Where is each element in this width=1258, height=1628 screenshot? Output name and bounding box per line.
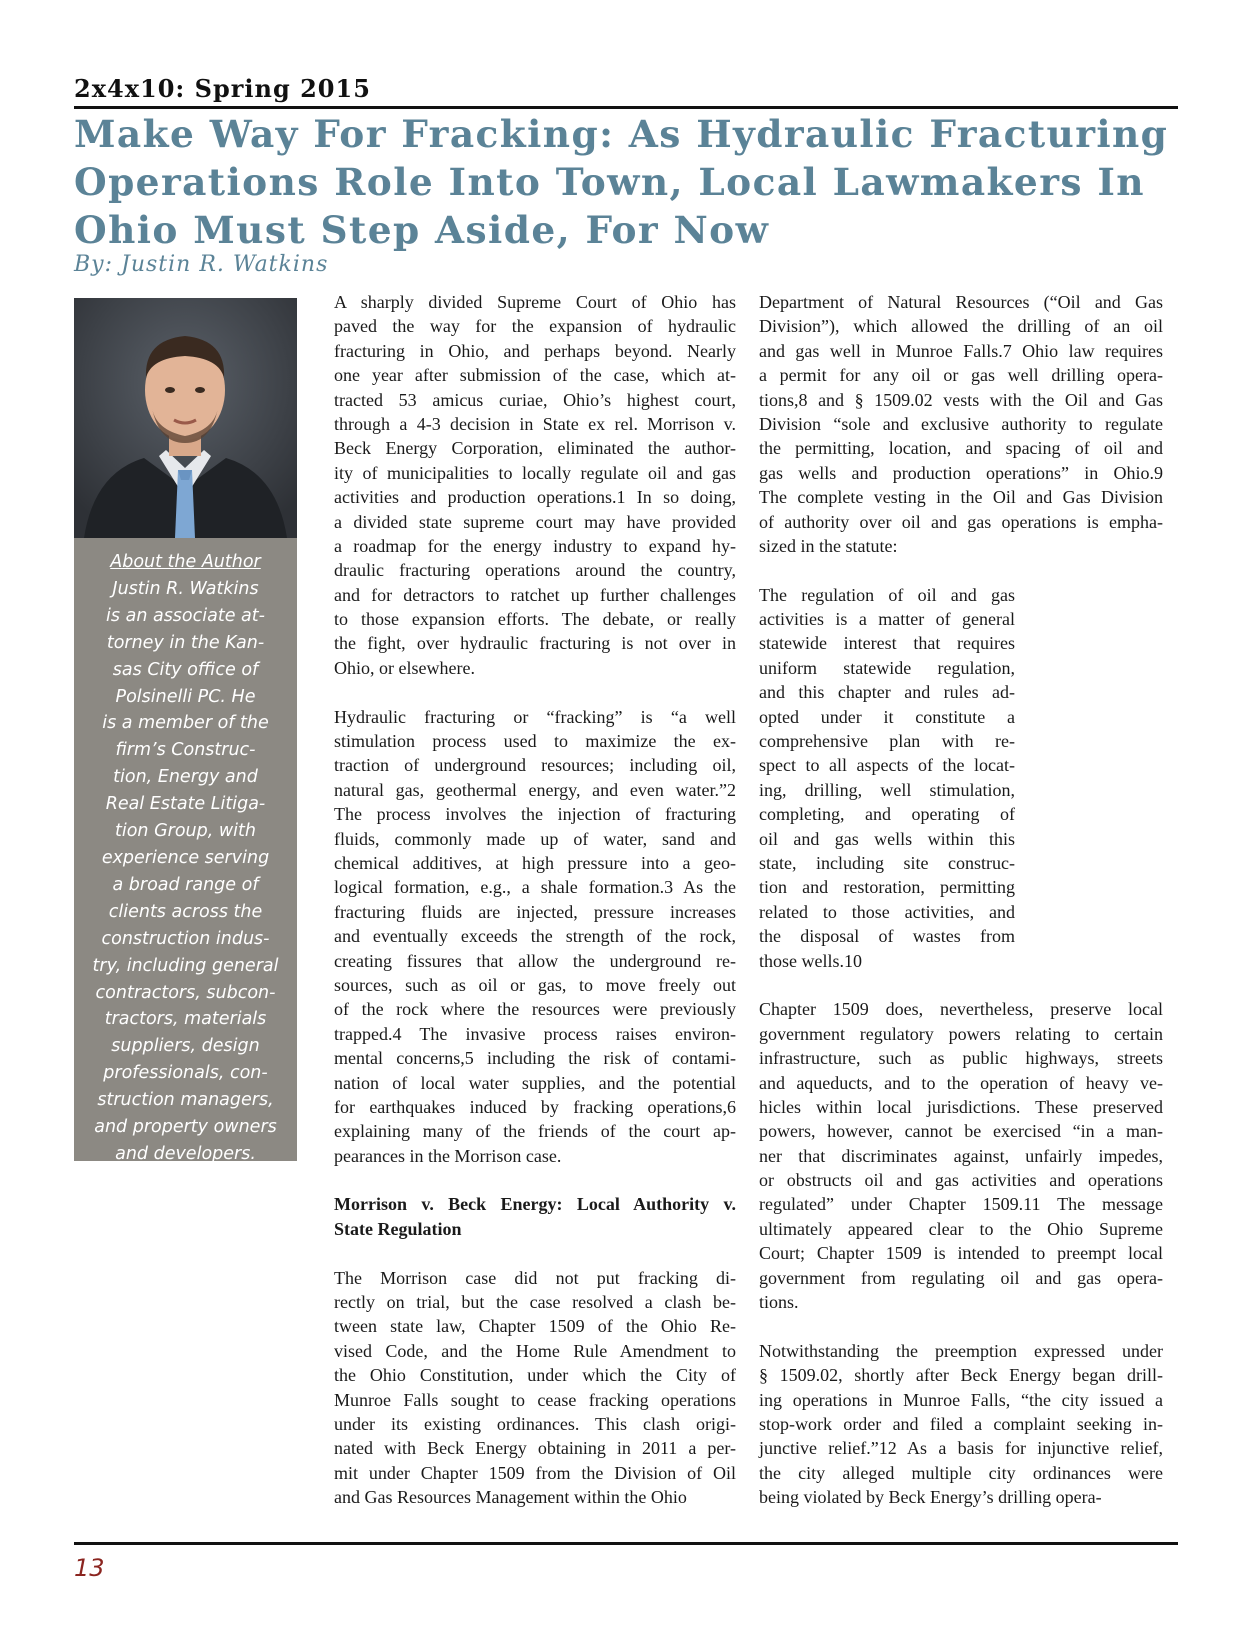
text-line: mental concerns,5 including the risk of contami- xyxy=(334,1048,736,1069)
text-line: tions. xyxy=(759,1292,799,1313)
text-line: through a 4-3 decision in State ex rel. Morrison v. xyxy=(334,413,736,434)
text-line: The regulation of oil and gas xyxy=(759,584,1015,605)
text-line: of the rock where the resources were previously xyxy=(334,999,736,1020)
text-line: and for detractors to ratchet up further challenges xyxy=(334,584,736,605)
about-author-line: Polsinelli PC. He xyxy=(115,686,256,707)
text-line: ner that discriminates against, unfairly impedes, xyxy=(759,1145,1163,1166)
text-line: one year after submission of the case, which at- xyxy=(334,365,736,386)
text-line: stimulation process used to maximize the ex- xyxy=(334,731,736,752)
text-line: statewide interest that requires xyxy=(759,633,1015,654)
text-line: trapped.4 The invasive process raises environ- xyxy=(334,1023,736,1044)
text-line: oil and gas wells within this xyxy=(759,828,1015,849)
text-line: the permitting, location, and spacing of oil and xyxy=(759,438,1163,459)
text-line: vised Code, and the Home Rule Amendment to xyxy=(334,1340,736,1361)
text-line: nated with Beck Energy obtaining in 2011 a per- xyxy=(334,1438,736,1459)
about-author-line: tion, Energy and xyxy=(113,767,258,788)
about-author-line: and developers. xyxy=(115,1143,256,1164)
footer-rule xyxy=(74,1542,1178,1545)
text-line: powers, however, cannot be exercised “in a man- xyxy=(759,1121,1163,1142)
text-line: and Gas Resources Management within the Ohio xyxy=(334,1487,687,1508)
text-line: Division”), which allowed the drilling of an oil xyxy=(759,316,1163,337)
text-line: comprehensive plan with re- xyxy=(759,731,1015,752)
about-author-line: is a member of the xyxy=(102,713,269,734)
author-portrait-image xyxy=(74,298,297,538)
text-line: Notwithstanding the preemption expressed under xyxy=(759,1340,1163,1361)
text-line: Hydraulic fracturing or “fracking” is “a well xyxy=(334,706,736,727)
text-line: the Ohio Constitution, under which the City of xyxy=(334,1365,736,1386)
about-author-line: suppliers, design xyxy=(111,1036,260,1057)
text-line: A sharply divided Supreme Court of Ohio has xyxy=(334,292,736,312)
about-author-line: is an associate at- xyxy=(106,605,265,626)
text-line: The complete vesting in the Oil and Gas Division xyxy=(759,487,1163,508)
section-subheading xyxy=(334,1192,736,1241)
text-line: opted under it constitute a xyxy=(759,706,1015,727)
title-line: Operations Role Into Town, Local Lawmakers In xyxy=(74,160,1145,204)
text-line: those wells.10 xyxy=(759,950,862,971)
text-line: traction of underground resources; including oil, xyxy=(334,755,736,776)
text-line: ing, drilling, well stimulation, xyxy=(759,779,1015,800)
text-line: ultimately appeared clear to the Ohio Supreme xyxy=(759,1218,1163,1239)
text-line: a divided state supreme court may have provided xyxy=(334,511,736,532)
text-line: and gas well in Munroe Falls.7 Ohio law requires xyxy=(759,340,1163,361)
text-line: under its existing ordinances. This clash origi- xyxy=(334,1413,736,1434)
text-line: stop-work order and filed a complaint seeking in- xyxy=(759,1413,1163,1434)
about-author-line: professionals, con- xyxy=(103,1063,268,1084)
text-line: pearances in the Morrison case. xyxy=(334,1145,562,1166)
text-line: uniform statewide regulation, xyxy=(759,657,1015,678)
text-line: or obstructs oil and gas activities and operations xyxy=(759,1170,1163,1191)
about-author-line: firm’s Construc- xyxy=(115,740,256,761)
about-author-line: construction indus- xyxy=(101,928,270,949)
text-line: § 1509.02, shortly after Beck Energy began drill- xyxy=(759,1365,1163,1386)
masthead: 2x4x10: Spring 2015 xyxy=(74,74,371,103)
text-line: the city alleged multiple city ordinances were xyxy=(759,1462,1163,1483)
text-line: a permit for any oil or gas well drilling opera- xyxy=(759,365,1163,386)
about-author-line: tractors, materials xyxy=(104,1009,267,1030)
text-line: rectly on trial, but the case resolved a clash be- xyxy=(334,1292,736,1313)
text-line: fracturing fluids are injected, pressure increases xyxy=(334,901,736,922)
text-line: gas wells and production operations” in Ohio.9 xyxy=(759,462,1163,483)
text-line: of authority over oil and gas operations is empha- xyxy=(759,511,1163,532)
text-line: and eventually exceeds the strength of the rock, xyxy=(334,926,736,947)
title-line: Make Way For Fracking: As Hydraulic Fracturing xyxy=(74,112,1169,156)
text-line: tracted 53 amicus curiae, Ohio’s highest court, xyxy=(334,389,736,410)
text-line: draulic fracturing operations around the country, xyxy=(334,560,736,581)
text-line: logical formation, e.g., a shale formation.3 As the xyxy=(334,877,736,898)
paragraph xyxy=(334,1266,736,1510)
about-author-line: clients across the xyxy=(108,901,263,922)
text-line: tion and restoration, permitting xyxy=(759,877,1015,898)
text-line: State Regulation xyxy=(334,1218,462,1239)
text-line: explaining many of the friends of the court ap- xyxy=(334,1121,736,1142)
article-title xyxy=(74,110,1174,254)
text-line: Morrison v. Beck Energy: Local Authority v. xyxy=(334,1194,736,1215)
text-line: being violated by Beck Energy’s drilling opera- xyxy=(759,1487,1102,1508)
paragraph xyxy=(334,705,736,1168)
text-line: fracturing in Ohio, and perhaps beyond. Nearly xyxy=(334,340,736,361)
about-author-line: Real Estate Litiga- xyxy=(105,794,266,815)
text-line: related to those activities, and xyxy=(759,901,1015,922)
about-author-line: sas City office of xyxy=(112,659,259,680)
text-line: mit under Chapter 1509 from the Division of Oil xyxy=(334,1462,736,1483)
text-line: hicles within local jurisdictions. These preserved xyxy=(759,1096,1163,1117)
text-line: activities is a matter of general xyxy=(759,609,1015,630)
text-line: completing, and operating of xyxy=(759,804,1015,825)
about-author-line: Justin R. Watkins xyxy=(112,578,259,599)
text-line: Court; Chapter 1509 is intended to preempt local xyxy=(759,1243,1163,1264)
text-line: state, including site construc- xyxy=(759,852,1015,873)
text-line: the fight, over hydraulic fracturing is not over in xyxy=(334,633,736,654)
text-line: ity of municipalities to locally regulate oil and gas xyxy=(334,462,736,483)
about-author-line: tion Group, with xyxy=(115,821,256,842)
text-line: for earthquakes induced by fracking operations,6 xyxy=(334,1096,736,1117)
about-author-line: a broad range of xyxy=(112,874,259,895)
about-author-line: torney in the Kan- xyxy=(106,632,265,653)
page-number: 13 xyxy=(74,1554,105,1582)
text-line: a roadmap for the energy industry to expand hy- xyxy=(334,535,736,556)
text-line: sized in the statute: xyxy=(759,535,898,556)
author-photo xyxy=(74,298,297,538)
text-line: and aqueducts, and to the operation of heavy ve- xyxy=(759,1072,1163,1093)
about-author-line: try, including general xyxy=(92,955,279,976)
text-line: to those expansion efforts. The debate, or really xyxy=(334,609,736,630)
paragraph xyxy=(334,290,736,680)
text-line: Chapter 1509 does, nevertheless, preserve local xyxy=(759,999,1163,1020)
text-line: junctive relief.”12 As a basis for injunctive relief, xyxy=(759,1438,1163,1459)
text-line: Beck Energy Corporation, eliminated the author- xyxy=(334,438,736,459)
text-line: Department of Natural Resources (“Oil and Gas xyxy=(759,292,1163,312)
text-line: The process involves the injection of fracturing xyxy=(334,804,736,825)
text-line: ing operations in Munroe Falls, “the city issued a xyxy=(759,1389,1163,1410)
about-the-author-box xyxy=(74,538,297,1164)
text-line: regulated” under Chapter 1509.11 The message xyxy=(759,1194,1163,1215)
text-line: government from regulating oil and gas opera- xyxy=(759,1267,1163,1288)
text-line: creating fissures that allow the underground re- xyxy=(334,950,736,971)
title-line: Ohio Must Step Aside, For Now xyxy=(74,208,770,252)
text-line: activities and production operations.1 In so doing, xyxy=(334,487,736,508)
text-line: Division “sole and exclusive authority to regulate xyxy=(759,413,1163,434)
text-line: tions,8 and § 1509.02 vests with the Oil and Gas xyxy=(759,389,1163,410)
paragraph xyxy=(759,290,1163,558)
text-line: tween state law, Chapter 1509 of the Ohio Re- xyxy=(334,1316,736,1337)
text-line: infrastructure, such as public highways, streets xyxy=(759,1048,1163,1069)
text-line: nation of local water supplies, and the potential xyxy=(334,1072,736,1093)
text-line: spect to all aspects of the locat- xyxy=(759,755,1015,776)
text-line: paved the way for the expansion of hydraulic xyxy=(334,316,736,337)
about-author-line: experience serving xyxy=(101,847,270,868)
paragraph xyxy=(759,1339,1163,1510)
paragraph xyxy=(759,997,1163,1314)
about-author-line: contractors, subcon- xyxy=(95,982,276,1003)
text-line: The Morrison case did not put fracking di- xyxy=(334,1267,736,1288)
text-line: Ohio, or elsewhere. xyxy=(334,657,475,678)
text-line: Munroe Falls sought to cease fracking operations xyxy=(334,1389,736,1410)
text-line: natural gas, geothermal energy, and even water.”2 xyxy=(334,779,736,800)
text-line: chemical additives, at high pressure into a geo- xyxy=(334,852,736,873)
block-quote xyxy=(759,583,1015,973)
text-line: fluids, commonly made up of water, sand and xyxy=(334,828,736,849)
text-line: government regulatory powers relating to certain xyxy=(759,1023,1163,1044)
text-line: sources, such as oil or gas, to move freely out xyxy=(334,974,736,995)
text-line: the disposal of wastes from xyxy=(759,926,1015,947)
text-line: and this chapter and rules ad- xyxy=(759,682,1015,703)
about-author-line: and property owners xyxy=(94,1117,277,1138)
about-author-label: About the Author xyxy=(110,552,261,572)
article-column-2 xyxy=(759,290,1163,1510)
byline: By: Justin R. Watkins xyxy=(74,252,329,277)
about-author-text xyxy=(74,576,297,1168)
article-column-1 xyxy=(334,290,736,1510)
about-author-line: struction managers, xyxy=(97,1090,274,1111)
header-rule xyxy=(74,106,1178,109)
